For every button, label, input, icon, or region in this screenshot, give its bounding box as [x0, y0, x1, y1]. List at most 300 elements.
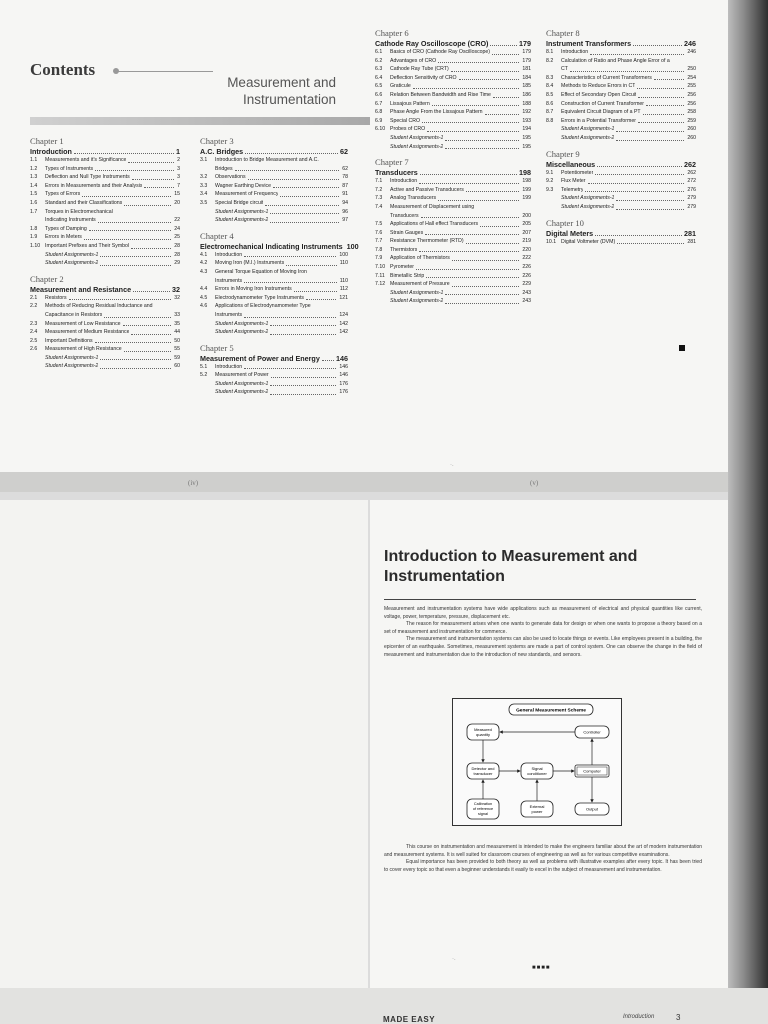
entry-page: 199 — [522, 186, 531, 193]
leader-dots — [270, 385, 336, 386]
leader-dots — [595, 235, 682, 236]
entry-number: 2.4 — [30, 329, 38, 336]
toc-entry — [30, 233, 180, 242]
toc-entry — [375, 272, 531, 281]
entry-title: Advantages of CRO — [390, 57, 437, 64]
toc-entry — [375, 212, 531, 221]
entry-page: 184 — [522, 74, 531, 81]
toc-entry — [546, 169, 696, 178]
entry-page: 146 — [339, 363, 348, 370]
toc-entry — [375, 289, 531, 298]
entry-number: 4.5 — [200, 294, 208, 301]
intro-paragraphs-bottom — [384, 844, 702, 874]
entry-title: Student Assignments-1 — [390, 134, 444, 141]
entry-page: 222 — [522, 255, 531, 262]
leader-dots — [654, 79, 685, 80]
entry-page: 198 — [522, 178, 531, 185]
entry-title: Construction of Current Transformer — [561, 100, 645, 107]
entry-number: 6.6 — [375, 91, 383, 98]
chapter-page: 246 — [684, 39, 696, 48]
book-title-line2: Instrumentation — [242, 92, 336, 107]
chapter-title-row — [546, 229, 696, 238]
external-line1: External — [529, 804, 545, 809]
intro-paragraphs-top — [384, 606, 702, 659]
entry-page: 200 — [522, 212, 531, 219]
entry-page: 259 — [687, 117, 696, 124]
entry-title: Errors in a Potential Transformer — [561, 117, 636, 124]
chapter-label: Chapter 2 — [30, 273, 64, 284]
entry-number: 1.3 — [30, 174, 38, 181]
entry-title: Digital Voltmeter (DVM) — [561, 238, 616, 245]
entry-title: Types of Errors — [45, 191, 81, 198]
entry-page: 281 — [687, 238, 696, 245]
chapter-title: Cathode Ray Oscilloscope (CRO) — [375, 39, 489, 48]
entry-title: CT — [561, 66, 568, 73]
leader-dots — [131, 248, 171, 249]
entry-page: 110 — [339, 260, 348, 267]
entry-page: 25 — [174, 234, 180, 241]
toc-column-1 — [30, 136, 180, 371]
leader-dots — [270, 394, 336, 395]
entry-page: 112 — [339, 286, 348, 293]
diagram-title: General Measurement Scheme — [516, 708, 586, 714]
chapter-label: Chapter 1 — [30, 136, 64, 146]
entry-title: Pyrometer — [390, 264, 414, 271]
toc-entry — [546, 125, 696, 134]
entry-title: Measurement of High Resistance — [45, 346, 122, 353]
leader-dots — [100, 368, 171, 369]
toc-column-3 — [375, 28, 531, 306]
entry-title: Lissajous Pattern — [390, 100, 430, 107]
entry-page: 33 — [174, 311, 180, 318]
entry-number: 6.1 — [375, 49, 383, 55]
toc-entry — [30, 182, 180, 191]
chapter-title: A.C. Bridges — [200, 147, 244, 156]
leader-dots — [270, 325, 336, 326]
leader-dots — [132, 179, 174, 180]
leader-dots — [638, 97, 684, 98]
leader-dots — [144, 187, 174, 188]
toc-entry — [375, 134, 531, 143]
entry-page: 32 — [174, 294, 180, 301]
entry-number: 8.1 — [546, 49, 554, 55]
entry-number: 6.2 — [375, 57, 383, 64]
toc-entry — [375, 263, 531, 272]
entry-number: 7.2 — [375, 186, 383, 193]
entry-title: Types of Damping — [45, 225, 87, 232]
entry-page: 2 — [177, 157, 180, 163]
toc-entry — [30, 345, 180, 354]
leader-dots — [438, 200, 519, 201]
leader-dots — [270, 222, 339, 223]
entry-title: Telemetry — [561, 186, 584, 193]
toc-entry — [200, 328, 348, 337]
entry-page: 50 — [174, 337, 180, 344]
toc-entry — [200, 156, 348, 165]
leader-dots — [452, 260, 519, 261]
toc-entry — [375, 48, 531, 57]
toc-entry — [375, 254, 531, 263]
output-label: Output — [585, 806, 599, 812]
entry-title: Relation Between Bandwidth and Rise Time — [390, 91, 491, 98]
entry-title: Student Assignments-2 — [215, 217, 269, 224]
toc-entry — [30, 362, 180, 371]
toc-entry — [30, 294, 180, 303]
toc-entry — [200, 311, 348, 320]
entry-title: Student Assignments-1 — [561, 195, 615, 202]
toc-entry — [200, 388, 348, 397]
entry-page: 256 — [687, 100, 696, 107]
entry-page: 110 — [339, 277, 348, 284]
entry-number: 1.8 — [30, 225, 38, 232]
chapter-title-row — [546, 160, 696, 169]
toc-entry — [546, 186, 696, 195]
entry-page: 3 — [177, 165, 180, 172]
entry-page: 219 — [522, 238, 531, 245]
toc-entry — [375, 186, 531, 195]
detector-line1: Detector and — [471, 766, 495, 771]
entry-page: 195 — [522, 143, 531, 150]
entry-title: Resistors — [45, 294, 67, 301]
toc-entry — [200, 208, 348, 217]
toc-entry — [375, 108, 531, 117]
entry-page: 59 — [174, 354, 180, 361]
entry-number: 7.8 — [375, 246, 383, 253]
leader-dots — [451, 71, 520, 72]
leader-dots — [124, 351, 172, 352]
toc-column-4 — [546, 28, 696, 246]
entry-page: 179 — [522, 49, 531, 55]
entry-page: 15 — [174, 191, 180, 198]
entry-page: 272 — [687, 178, 696, 185]
entry-page: 176 — [339, 389, 348, 396]
toc-entry — [200, 380, 348, 389]
calibration-line3: signal — [478, 812, 488, 816]
entry-number: 8.8 — [546, 117, 554, 124]
entry-title: Student Assignments-1 — [215, 380, 269, 387]
entry-number: 7.9 — [375, 255, 383, 262]
entry-number: 6.9 — [375, 117, 383, 124]
scan-speck: ·. — [452, 956, 456, 962]
toc-entry — [375, 65, 531, 74]
entry-number: 4.6 — [200, 303, 208, 310]
leader-dots — [466, 191, 520, 192]
chapter-label: Chapter 4 — [200, 230, 234, 241]
leader-dots — [74, 153, 174, 154]
entry-title: Important Prefixes and Their Symbol — [45, 242, 130, 249]
entry-number: 6.5 — [375, 83, 383, 90]
entry-number: 6.3 — [375, 66, 383, 73]
entry-title: Electrodynamometer Type Instruments — [215, 294, 304, 301]
chapter-page: 179 — [519, 39, 531, 48]
chapter-title: Transducers — [375, 168, 418, 178]
entry-title: Methods to Reduce Errors in CT — [561, 83, 636, 90]
entry-title: Measurements and it's Significance — [45, 157, 127, 163]
chapter-label: Chapter 3 — [200, 136, 234, 146]
toc-entry — [200, 216, 348, 225]
leader-dots — [294, 291, 337, 292]
leader-dots — [235, 170, 340, 171]
entry-page: 229 — [522, 281, 531, 288]
entry-title: Bimetallic Strip — [390, 272, 425, 279]
entry-page: 279 — [687, 203, 696, 210]
toc-entry — [546, 108, 696, 117]
leader-dots — [422, 122, 519, 123]
entry-title: Flux Meter — [561, 178, 586, 185]
computer-label: Computer — [583, 768, 601, 774]
entry-page: 44 — [174, 329, 180, 336]
leader-dots — [445, 294, 519, 295]
leader-dots — [420, 174, 517, 175]
entry-page: 97 — [342, 217, 348, 224]
toc-entry — [200, 285, 348, 294]
toc-entry — [200, 294, 348, 303]
entry-title: Student Assignments-2 — [45, 260, 99, 267]
chapter-page: 62 — [340, 147, 348, 156]
chapter-title-row — [375, 168, 531, 177]
intro-paragraph-4: This course on instrumentation and measurement is intended to make the engineers familiar about the art of modern instrumentation and measurement systems. It is well suited for classroom courses of engineering as well as for various competitive examinations. — [384, 844, 702, 858]
chapter-title: Measurement of Power and Energy — [200, 353, 320, 363]
entry-number: 7.10 — [375, 264, 386, 271]
chapter-title-row — [375, 39, 531, 48]
entry-page: 243 — [522, 289, 531, 296]
entry-number: 8.2 — [546, 57, 554, 64]
toc-entry — [546, 65, 696, 74]
leader-dots — [248, 179, 340, 180]
blank-page — [0, 500, 368, 988]
entry-title: Indicating Instruments — [45, 217, 96, 224]
leader-dots — [416, 269, 519, 270]
leader-dots — [588, 183, 685, 184]
toc-entry — [375, 297, 531, 306]
entry-title: Student Assignments-2 — [390, 298, 444, 305]
entry-title: Applications of Hall effect Transducers — [390, 221, 479, 228]
leader-dots — [493, 97, 519, 98]
leader-dots — [265, 205, 339, 206]
entry-page: 94 — [342, 199, 348, 206]
leader-dots — [637, 88, 684, 89]
entry-page: 185 — [522, 83, 531, 90]
toc-entry — [30, 302, 180, 311]
contents-page-left — [0, 0, 370, 492]
toc-entry — [546, 57, 696, 66]
entry-number: 4.2 — [200, 260, 208, 267]
toc-entry — [375, 74, 531, 83]
entry-title: Introduction — [215, 363, 243, 370]
leader-dots — [617, 243, 684, 244]
entry-title: Types of Instruments — [45, 165, 94, 172]
entry-page: 91 — [342, 191, 348, 198]
entry-page: 276 — [687, 186, 696, 193]
entry-number: 7.12 — [375, 281, 386, 288]
entry-title: Moving Iron (M.I.) Instruments — [215, 260, 285, 267]
leader-dots — [646, 105, 684, 106]
toc-entry — [375, 203, 531, 212]
leader-dots — [616, 140, 684, 141]
leader-dots — [570, 71, 684, 72]
leader-dots — [485, 114, 520, 115]
toc-entry — [375, 194, 531, 203]
chapter-page: 262 — [684, 159, 696, 169]
entry-title: Applications of Electrodynamometer Type — [215, 303, 311, 310]
toc-entry — [30, 328, 180, 337]
leader-dots — [286, 265, 337, 266]
entry-page: 176 — [339, 380, 348, 387]
entry-title: Measurement of Power — [215, 372, 269, 379]
leader-dots — [459, 79, 520, 80]
diagram-svg — [453, 699, 621, 825]
toc-entry — [546, 91, 696, 100]
leader-dots — [128, 162, 174, 163]
leader-dots — [616, 131, 684, 132]
leader-dots — [438, 62, 519, 63]
entry-page: 255 — [687, 83, 696, 90]
entry-number: 3.5 — [200, 199, 208, 206]
toc-entry — [546, 194, 696, 203]
entry-title: Observations — [215, 174, 246, 181]
toc-entry — [546, 203, 696, 212]
leader-dots — [244, 256, 336, 257]
entry-number: 8.4 — [546, 83, 554, 90]
entry-page: 226 — [522, 264, 531, 271]
chapter-title-row — [200, 354, 348, 363]
entry-number: 7.4 — [375, 203, 383, 210]
entry-page: 279 — [687, 195, 696, 202]
toc-entry — [546, 134, 696, 143]
entry-number: 9.2 — [546, 178, 554, 185]
chapter-page: 281 — [684, 228, 696, 238]
entry-number: 3.4 — [200, 191, 208, 198]
entry-page: 62 — [342, 165, 348, 172]
leader-dots — [322, 360, 334, 361]
chapter-title: Measurement and Resistance — [30, 284, 132, 294]
toc-entry — [30, 208, 180, 217]
entry-title: Measurement of Pressure — [390, 281, 450, 288]
leader-dots — [492, 54, 519, 55]
entry-title: Effect of Secondary Open Circuit — [561, 91, 637, 98]
entry-title: Errors in Meters — [45, 234, 82, 241]
leader-dots — [413, 88, 520, 89]
entry-number: 7.3 — [375, 195, 383, 202]
chapter-title-row — [30, 285, 180, 294]
leader-dots — [244, 282, 337, 283]
entry-page: 24 — [174, 225, 180, 232]
entry-number: 7.11 — [375, 272, 385, 279]
page-footer-band — [370, 472, 728, 492]
toc-entry — [30, 225, 180, 234]
entry-title: Measurement of Medium Resistance — [45, 329, 130, 336]
chapter-title: Electromechanical Indicating Instruments — [200, 241, 343, 251]
entry-title: Student Assignments-1 — [215, 320, 269, 327]
chapter-title-row — [546, 39, 696, 48]
leader-dots — [100, 265, 171, 266]
entry-number: 2.2 — [30, 303, 38, 310]
toc-entry — [546, 177, 696, 186]
entry-page: 55 — [174, 346, 180, 353]
toc-entry — [200, 182, 348, 191]
entry-number: 6.4 — [375, 74, 383, 81]
leader-dots — [100, 359, 171, 360]
entry-number: 8.6 — [546, 100, 554, 107]
publisher-brand: MADE EASY — [383, 1015, 436, 1024]
entry-page: 22 — [174, 217, 180, 224]
toc-entry — [200, 268, 348, 277]
entry-number: 1.6 — [30, 199, 38, 206]
entry-page: 179 — [522, 57, 531, 64]
entry-title: Torques in Electromechanical — [45, 208, 113, 215]
chapter-label: Chapter 10 — [546, 217, 584, 228]
entry-title: Resistance Thermometer (RTD) — [390, 238, 464, 245]
toc-entry — [30, 337, 180, 346]
leader-dots — [466, 243, 520, 244]
entry-title: Introduction to Bridge Measurement and A.C. — [215, 157, 319, 163]
toc-entry — [375, 100, 531, 109]
running-footer-page: 3 — [676, 1013, 681, 1022]
measured-line2: quantity — [475, 732, 491, 737]
leader-dots — [419, 251, 519, 252]
leader-dots — [123, 325, 172, 326]
toc-entry — [200, 199, 348, 208]
calibration-line2: of reference — [472, 807, 494, 811]
leader-dots — [426, 277, 519, 278]
entry-page: 220 — [522, 246, 531, 253]
entry-number: 7.6 — [375, 229, 383, 236]
entry-number: 6.8 — [375, 109, 383, 116]
entry-number: 1.1 — [30, 157, 38, 163]
toc-entry — [375, 143, 531, 152]
toc-entry — [30, 190, 180, 199]
entry-title: Characteristics of Current Transformers — [561, 74, 652, 81]
entry-number: 1.2 — [30, 165, 38, 172]
leader-dots — [643, 114, 685, 115]
entry-number: 1.10 — [30, 242, 41, 249]
controller-label: Controller — [583, 729, 601, 735]
entry-title: Equivalent Circuit Diagram of a PT — [561, 109, 641, 116]
entry-title: Calculation of Ratio and Phase Angle Error of a — [561, 57, 670, 64]
leader-dots — [245, 153, 338, 154]
entry-number: 4.3 — [200, 268, 208, 275]
leader-dots — [445, 148, 519, 149]
page-number-right: (v) — [530, 479, 539, 487]
chapter-page: 1 — [176, 147, 180, 156]
chapter-label: Chapter 7 — [375, 157, 409, 168]
entry-page: 100 — [339, 251, 348, 258]
entry-title: Student Assignments-1 — [390, 289, 444, 296]
entry-title: Cathode Ray Tube (CRT) — [390, 66, 449, 73]
entry-number: 3.2 — [200, 174, 208, 181]
entry-page: 243 — [522, 298, 531, 305]
leader-dots — [270, 213, 339, 214]
entry-title: Transducers — [390, 212, 419, 219]
intro-title-rule — [384, 599, 696, 600]
entry-number: 4.4 — [200, 286, 208, 293]
leader-dots — [633, 45, 682, 46]
entry-title: Measurement of Displacement using — [390, 203, 475, 210]
entry-number: 6.10 — [375, 126, 386, 133]
chapter-title-row — [200, 241, 359, 251]
header-band — [30, 117, 370, 125]
book-title-line1: Measurement and — [227, 75, 336, 90]
toc-entry — [30, 165, 180, 174]
toc-entry — [546, 100, 696, 109]
leader-dots — [124, 205, 171, 206]
heading-rule — [118, 71, 213, 72]
entry-title: Capacitance in Resistors — [45, 311, 103, 318]
running-footer-section: Introduction — [623, 1014, 655, 1020]
chapter-title-row — [200, 147, 348, 156]
leader-dots — [490, 45, 517, 46]
leader-dots — [421, 217, 520, 218]
